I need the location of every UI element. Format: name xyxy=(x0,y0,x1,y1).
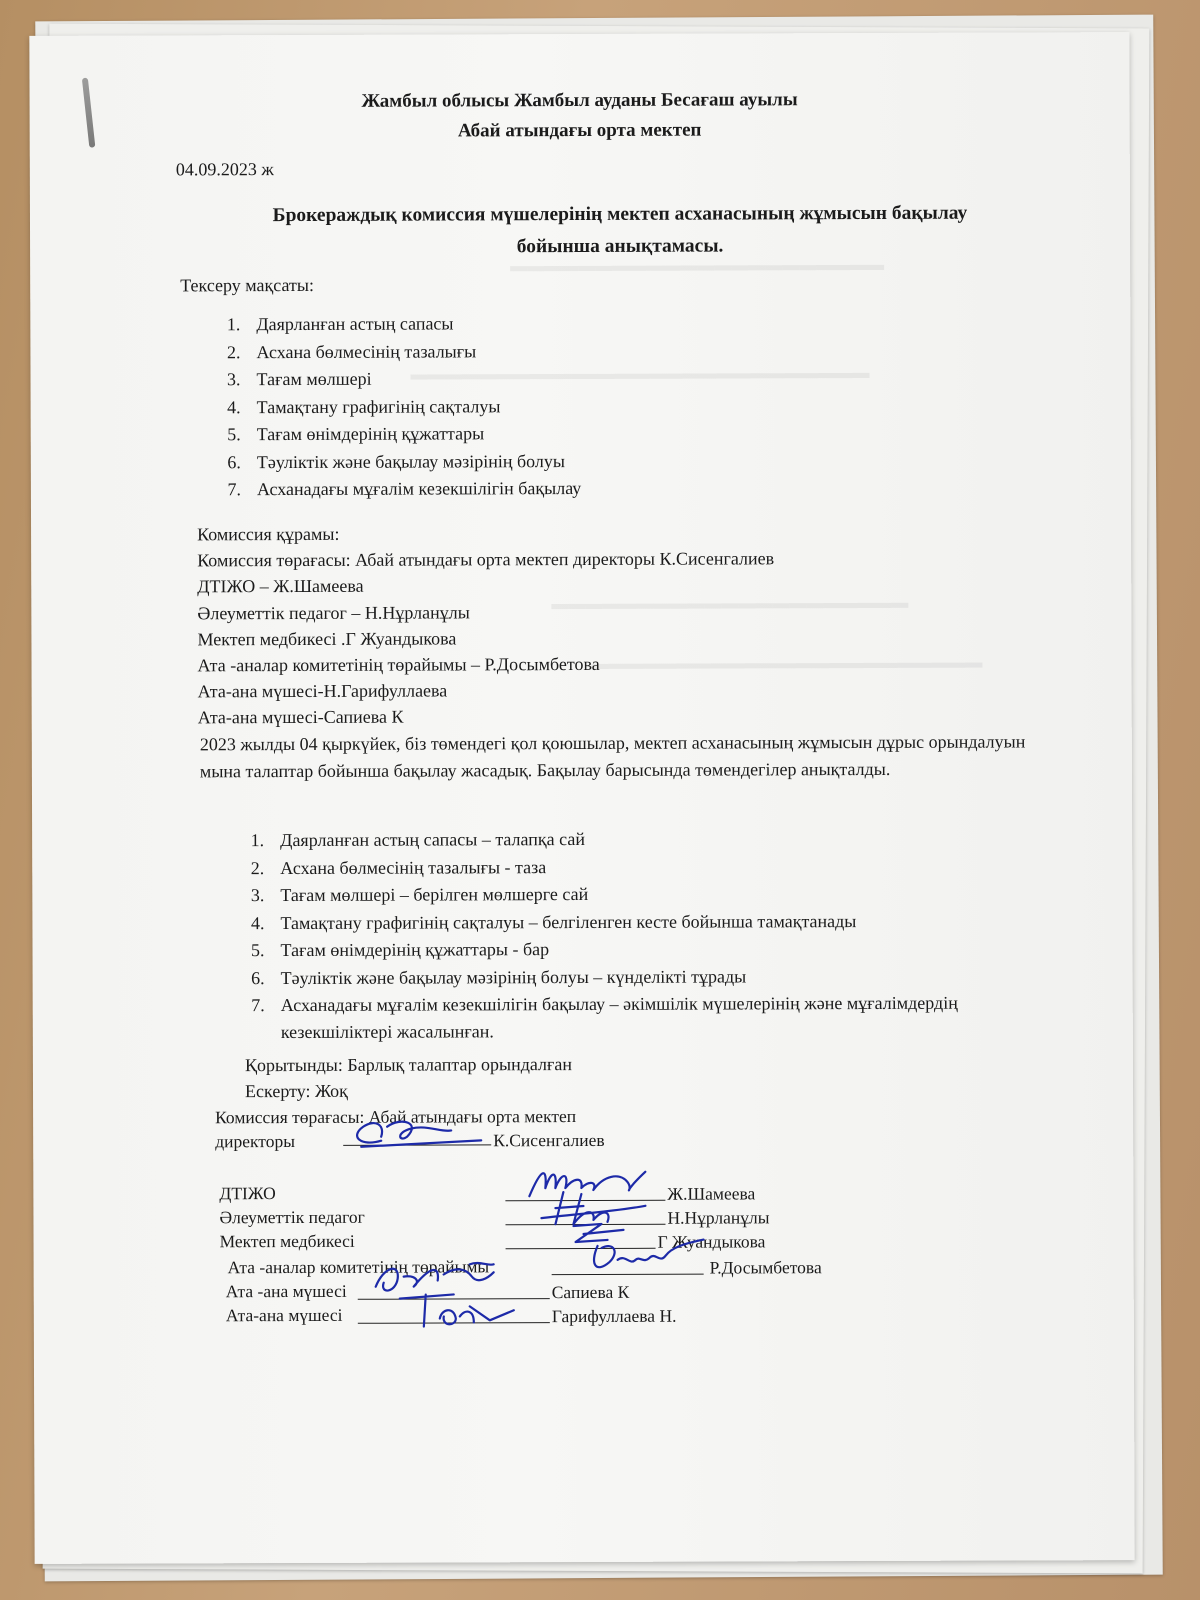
commission-composition xyxy=(197,519,775,731)
parent-member-role: Ата-ана мүшесі xyxy=(225,1304,343,1326)
chair-name: К.Сисенгалиев xyxy=(493,1129,605,1151)
document-title: Брокераждық комиссия мүшелерінің мектеп асханасының жұмысын бақылау xyxy=(272,202,968,227)
document-date: 04.09.2023 ж xyxy=(175,159,274,180)
list-item-text: Тағам мөлшері xyxy=(256,368,372,390)
chair-role: директоры xyxy=(215,1131,295,1152)
commission-member: Әлеуметтік педагог – Н.Нұрланұлы xyxy=(197,602,470,623)
committee-chair-signature xyxy=(574,1234,714,1278)
inspection-intro-paragraph: 2023 жылды 04 қыркүйек, біз төмендегі қол қоюшылар, мектеп асханасының жұмысын дұрыс орындалуын мына талаптар бойынша бақылау жасадық. Бақылау барысында төмендегілер анықталды. xyxy=(199,731,1026,781)
committee-chair-role: Ата -аналар комитетінің төрайымы xyxy=(227,1256,490,1278)
commission-member: Ата-ана мүшесі-Сапиева К xyxy=(197,707,404,728)
list-item-number: 2. xyxy=(226,341,241,362)
list-item-text: Асхана бөлмесінің тазалығы - таза xyxy=(280,856,547,878)
parent-member-name: Сапиева К xyxy=(551,1281,630,1303)
list-item-number: 6. xyxy=(227,451,241,472)
list-item-text: Даярланған астың сапасы – талапқа сай xyxy=(280,828,586,851)
list-item-number: 3. xyxy=(250,885,265,906)
parent-member-signature xyxy=(394,1290,544,1331)
list-item-number: 7. xyxy=(227,479,241,500)
commission-member: Комиссия төрағасы: Абай атындағы орта мектеп директоры К.Сисенгалиев xyxy=(197,548,775,571)
purpose-list xyxy=(216,311,582,503)
document-title-continued: бойынша анықтамасы. xyxy=(516,235,724,258)
list-item-text: Тамақтану графигінің сақталуы – белгіленген кесте бойынша тамақтанады xyxy=(280,910,857,933)
show-through-text: ▬▬▬▬▬▬▬▬▬▬▬▬▬▬▬▬▬▬▬▬▬▬▬▬▬▬▬ xyxy=(410,362,870,384)
school-region-heading: Жамбыл облысы Жамбыл ауданы Бесағаш ауылы xyxy=(361,89,798,112)
list-item-number: 6. xyxy=(251,967,265,988)
list-item-number: 1. xyxy=(226,314,241,335)
remark-text: Ескерту: Жоқ xyxy=(244,1080,348,1102)
list-item-number: 4. xyxy=(250,912,265,933)
committee-chair-name: Р.Досымбетова xyxy=(709,1257,822,1278)
list-item-number: 5. xyxy=(227,424,241,445)
commission-member: ДТІЖО – Ж.Шамеева xyxy=(197,576,364,597)
list-item-text: Даярланған астың сапасы xyxy=(256,313,454,335)
list-item-text: Тағам өнімдерінің құжаттары - бар xyxy=(280,939,550,961)
results-list xyxy=(240,827,958,1048)
list-item-number: 3. xyxy=(227,369,241,390)
list-item-text: Тағам мөлшері – берілген мөлшерге сай xyxy=(280,883,589,906)
list-item-number: 1. xyxy=(250,830,265,851)
list-item-text: Асханадағы мұғалім кезекшілігін бақылау xyxy=(256,478,582,500)
dtizho-name: Ж.Шамеева xyxy=(667,1183,756,1204)
parent-member-name: Гарифуллаева Н. xyxy=(551,1305,677,1327)
list-item-text: Асханадағы мұғалім кезекшілігін бақылау – әкімшілік мүшелерінің және мұғалімдердің кезекшіліктері жасалынған. xyxy=(280,992,958,1043)
chair-signature xyxy=(341,1106,491,1155)
commission-member: Мектеп медбикесі .Г Жуандыкова xyxy=(197,628,457,650)
dtizho-role: ДТІЖО xyxy=(219,1183,276,1204)
commission-member: Ата -аналар комитетінің төрайымы – Р.Досымбетова xyxy=(197,653,600,676)
nurse-role: Мектеп медбикесі xyxy=(219,1230,355,1252)
show-through-text: ▬▬▬▬▬▬▬▬▬▬▬▬▬▬▬▬▬▬▬▬▬▬ xyxy=(510,254,885,276)
nurse-name: Г Жуандыкова xyxy=(657,1231,766,1252)
commission-member: Ата-ана мүшесі-Н.Гарифуллаева xyxy=(197,680,448,702)
list-item-number: 2. xyxy=(250,857,265,878)
list-item-text: Тәуліктік және бақылау мәзірінің болуы xyxy=(256,450,566,472)
social-pedagogue-role: Әлеуметтік педагог xyxy=(219,1206,365,1228)
commission-label: Комиссия құрамы: xyxy=(197,523,340,545)
show-through-text: ▬▬▬▬▬▬▬▬▬▬▬▬▬▬▬▬▬▬▬▬▬▬▬ xyxy=(591,652,983,673)
document-page xyxy=(29,32,1134,1564)
list-item-number: 7. xyxy=(251,995,265,1016)
list-item-number: 4. xyxy=(227,396,241,417)
purpose-label: Тексеру мақсаты: xyxy=(180,274,315,296)
chair-title-line: Комиссия төрағасы: Абай атындағы орта мектеп xyxy=(215,1106,577,1128)
list-item-text: Тамақтану графигінің сақталуы xyxy=(256,395,501,417)
list-item-text: Асхана бөлмесінің тазалығы xyxy=(256,340,477,362)
show-through-text: ▬▬▬▬▬▬▬▬▬▬▬▬▬▬▬▬▬▬▬▬▬ xyxy=(551,592,909,614)
list-item-text: Тағам өнімдерінің құжаттары xyxy=(256,423,485,445)
list-item-number: 5. xyxy=(250,940,265,961)
school-name-heading: Абай атындағы орта мектеп xyxy=(457,119,702,142)
list-item-text: Тәуліктік және бақылау мәзірінің болуы – күнделікті тұрады xyxy=(280,965,747,988)
conclusion-text: Қорытынды: Барлық талаптар орындалған xyxy=(244,1054,573,1076)
parent-member-role: Ата -ана мүшесі xyxy=(225,1280,347,1302)
social-pedagogue-name: Н.Нұрланұлы xyxy=(667,1207,770,1228)
